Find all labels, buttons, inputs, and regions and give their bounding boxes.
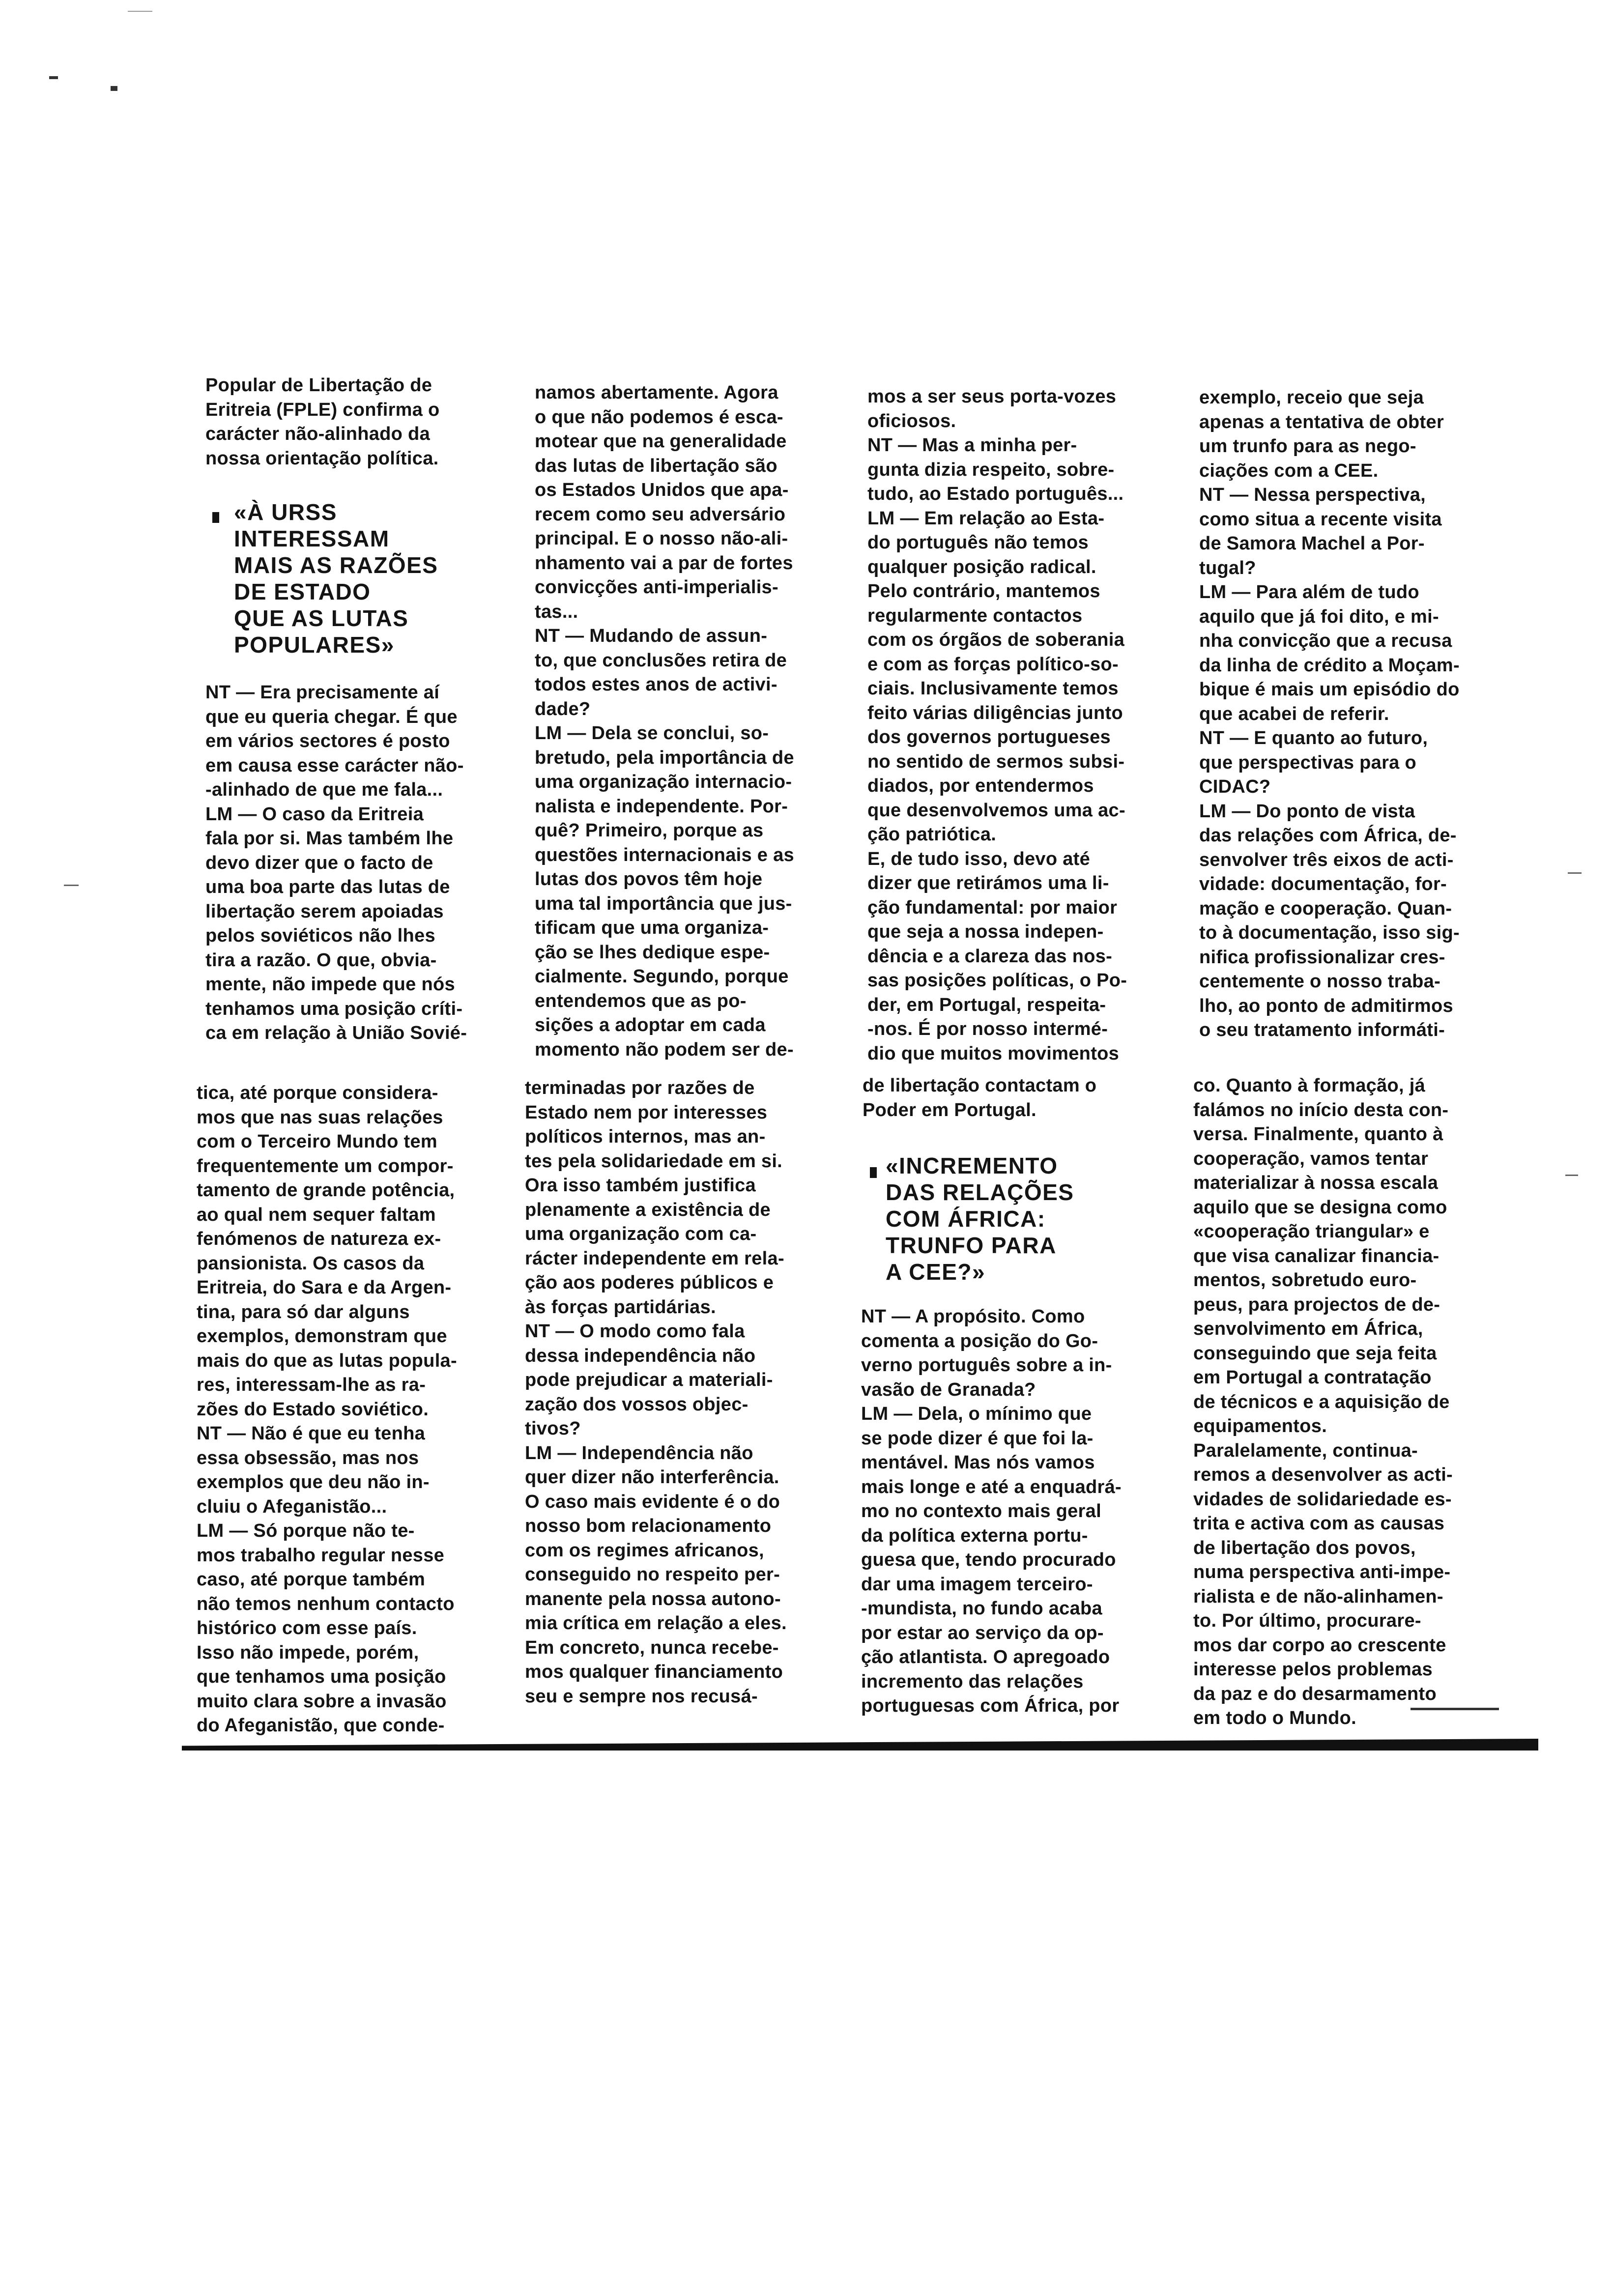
column-2-bottom-text: terminadas por razões de Estado nem por interesses políticos internos, mas an- tes pela solidariedade em si. Ora isso também justifica plenamente a existência de uma organização com ca- rácter independente em rela- ção aos poderes públicos e às forças partidárias. NT — O modo como fala dessa independência não pode prejudicar a materiali- zação dos vossos objec- tivos? LM — Independência não quer dizer não interferência. O caso mais evidente é o do nosso bom relacionamento com os regimes africanos, conseguido no respeito per- manente pela nossa autono- mia crítica em relação a eles. Em concreto, nunca recebe- mos qualquer financiamento seu e sempre nos recusá- [525, 1078, 787, 1707]
column-2-top-text: namos abertamente. Agora o que não podemos é esca- motear que na generalidade das lutas de libertação são os Estados Unidos que apa- recem como seu adversário principal. E o nosso não-ali- nhamento vai a par de fortes convicções anti-imperialis- tas... NT — Mudando de assun- to, que conclusões retira de todos estes anos de activi- dade? LM — Dela se conclui, so- bretudo, pela importância de uma organização internacio- nalista e independente. Por- quê? Primeiro, porque as questões internacionais e as lutas dos povos têm hoje uma tal importância que jus- tificam que uma organiza- ção se lhes dedique espe- cialmente. Segundo, porque entendemos que as po- sições a adoptar em cada momento não podem ser de- [535, 382, 794, 1060]
column-3-bottom-text: NT — A propósito. Como comenta a posição do Go- verno português sobre a in- vasão de Granada? LM — Dela, o mínimo que se pode dizer é que foi la- mentável. Mas nós vamos mais longe e até a enquadrá- mo no contexto mais geral da política externa portu- guesa que, tendo procurado dar uma imagem terceiro- -mundista, no fundo acaba por estar ao serviço da op- ção atlantista. O apregoado incremento das relações portuguesas com África, por [861, 1306, 1122, 1716]
headline-urss: «À URSS INTERESSAM MAIS AS RAZÕES DE ESTADO QUE AS LUTAS POPULARES» [234, 499, 438, 658]
column-1-bottom-text: tica, até porque considera- mos que nas suas relações com o Terceiro Mundo tem frequentemente um compor- tamento de grande potência, ao qual nem sequer faltam fenómenos de natureza ex- pansionista. Os casos da Eritreia, do Sara e da Argen- tina, para só dar alguns exemplos, demonstram que mais do que as lutas popula- res, interessam-lhe as ra- zões do Estado soviético. NT — Não é que eu tenha essa obsessão, mas nos exemplos que deu não in- cluiu o Afeganistão... LM — Só porque não te- mos trabalho regular nesse caso, até porque também não temos nenhum contacto histórico com esse país. Isso não impede, porém, que tenhamos uma posição muito clara sobre a invasão do Afeganistão, que conde- [197, 1083, 457, 1736]
bottom-rule [182, 1739, 1538, 1751]
scan-speck [1568, 872, 1582, 874]
column-1-top-text: Popular de Libertação de Eritreia (FPLE) confirma o carácter não-alinhado da nossa orientação política. [205, 375, 440, 469]
column-3-bottom-top-text: de libertação contactam o Poder em Portugal. [863, 1075, 1097, 1120]
headline-bullet [870, 1167, 877, 1178]
scan-speck [49, 76, 58, 79]
headline-incremento: «INCREMENTO DAS RELAÇÕES COM ÁFRICA: TRUNFO PARA A CEE?» [886, 1153, 1074, 1285]
headline-bullet [212, 512, 219, 523]
column-3-top-text: mos a ser seus porta-vozes oficiosos. NT — Mas a minha per- gunta dizia respeito, sobre- tudo, ao Estado português... LM — Em relação ao Esta- do português não temos qualquer posição radical. Pelo contrário, mantemos regularmente contactos com os órgãos de soberania e com as forças político-so- ciais. Inclusivamente temos feito várias diligências junto dos governos portugueses no sentido de sermos subsi- diados, por entendermos que desenvolvemos uma ac- ção patriótica. E, de tudo isso, devo até dizer que retirámos uma li- ção fundamental: por maior que seja a nossa indepen- dência e a clareza das nos- sas posições políticas, o Po- der, em Portugal, respeita- -nos. É por nosso intermé- dio que muitos movimentos [867, 386, 1127, 1064]
column-4-top-text: exemplo, receio que seja apenas a tentativa de obter um trunfo para as nego- ciações com a CEE. NT — Nessa perspectiva, como situa a recente visita de Samora Machel a Por- tugal? LM — Para além de tudo aquilo que já foi dito, e mi- nha convicção que a recusa da linha de crédito a Moçam- bique é mais um episódio do que acabei de referir. NT — E quanto ao futuro, que perspectivas para o CIDAC? LM — Do ponto de vista das relações com África, de- senvolver três eixos de acti- vidade: documentação, for- mação e cooperação. Quan- to à documentação, isso sig- nifica profissionalizar cres- centemente o nosso traba- lho, ao ponto de admitirmos o seu tratamento informáti- [1199, 387, 1460, 1040]
scan-speck [128, 11, 152, 12]
end-mark [1410, 1708, 1499, 1710]
scan-speck [1565, 1175, 1578, 1176]
column-4-bottom-text: co. Quanto à formação, já falámos no início desta con- versa. Finalmente, quanto à cooperação, vamos tentar materializar à nossa escala aquilo que se designa como «cooperação triangular» e que visa canalizar financia- mentos, sobretudo euro- peus, para projectos de de- senvolvimento em África, conseguindo que seja feita em Portugal a contratação de técnicos e a aquisição de equipamentos. Paralelamente, continua- remos a desenvolver as acti- vidades de solidariedade es- trita e activa com as causas de libertação dos povos, numa perspectiva anti-impe- rialista e de não-alinhamen- to. Por último, procurare- mos dar corpo ao crescente interesse pelos problemas da paz e do desarmamento em todo o Mundo. [1193, 1075, 1453, 1728]
scan-speck [111, 86, 117, 91]
column-1-mid-text: NT — Era precisamente aí que eu queria chegar. É que em vários sectores é posto em causa esse carácter não- -alinhado de que me fala... LM — O caso da Eritreia fala por si. Mas também lhe devo dizer que o facto de uma boa parte das lutas de libertação serem apoiadas pelos soviéticos não lhes tira a razão. O que, obvia- mente, não impede que nós tenhamos uma posição críti- ca em relação à União Sovié- [205, 682, 467, 1043]
scan-speck [64, 885, 79, 886]
